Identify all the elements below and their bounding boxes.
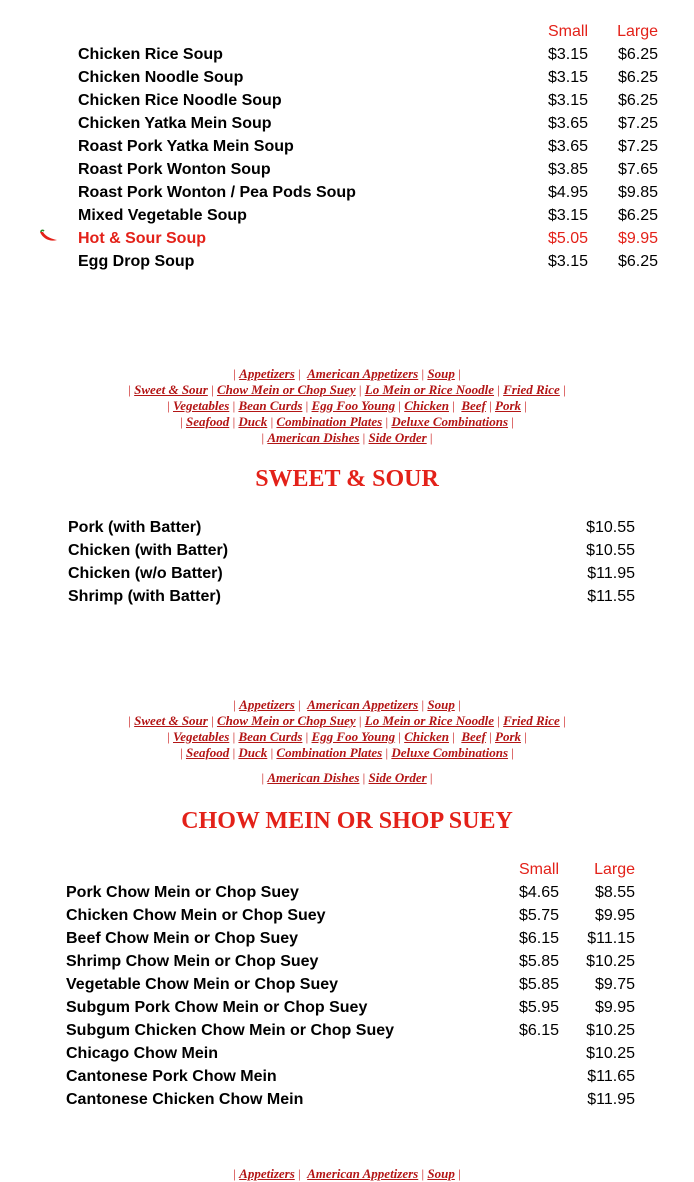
large-price: $6.25: [617, 68, 658, 86]
menu-item-row: [38, 66, 658, 89]
chow-mein-header-row: [66, 858, 635, 881]
menu-item-row: [68, 562, 635, 585]
menu-item-price: $11.55: [587, 587, 635, 605]
nav-link-chicken[interactable]: Chicken: [404, 398, 449, 413]
menu-item-name: Subgum Pork Chow Mein or Chop Suey: [66, 998, 368, 1016]
section-title-chow-mein: CHOW MEIN OR SHOP SUEY: [181, 808, 513, 834]
small-price: $4.95: [547, 183, 588, 201]
nav-link-sweet-sour[interactable]: Sweet & Sour: [134, 382, 208, 397]
menu-item-row: [66, 973, 635, 996]
menu-item-name: Pork Chow Mein or Chop Suey: [66, 883, 299, 901]
nav-link-bean-curds[interactable]: Bean Curds: [238, 398, 303, 413]
large-price: $10.25: [586, 1044, 635, 1062]
nav-link-lo-mein[interactable]: Lo Mein or Rice Noodle: [364, 713, 495, 728]
nav-link-seafood[interactable]: Seafood: [185, 745, 230, 760]
large-price: $9.95: [617, 229, 658, 247]
nav-link-deluxe-combinations[interactable]: Deluxe Combinations: [391, 414, 509, 429]
menu-item-row: [38, 250, 658, 273]
large-price: $6.25: [617, 91, 658, 109]
small-price: $5.05: [547, 229, 588, 247]
large-price: $9.85: [617, 183, 658, 201]
nav-link-side-order[interactable]: Side Order: [368, 770, 427, 785]
large-price: $7.25: [617, 137, 658, 155]
nav-link-combination-plates[interactable]: Combination Plates: [276, 414, 383, 429]
nav-link-egg-foo-young[interactable]: Egg Foo Young: [311, 398, 396, 413]
nav-link-beef[interactable]: Beef: [461, 398, 486, 413]
menu-item-name: Chicken (with Batter): [68, 541, 229, 559]
small-price: $6.15: [518, 929, 559, 947]
nav-link-soup[interactable]: Soup: [427, 366, 455, 381]
nav-link-egg-foo-young[interactable]: Egg Foo Young: [311, 729, 396, 744]
nav-link-american-appetizers[interactable]: American Appetizers: [307, 1166, 419, 1181]
soup-menu-table: [38, 20, 658, 273]
menu-item-name: Egg Drop Soup: [78, 252, 195, 270]
menu-item-name: Chicken Rice Soup: [78, 45, 223, 63]
menu-item-name: Roast Pork Wonton / Pea Pods Soup: [78, 183, 356, 201]
nav-link-chicken[interactable]: Chicken: [404, 729, 449, 744]
menu-item-name: Cantonese Pork Chow Mein: [66, 1067, 277, 1085]
chow-mein-menu-table: [66, 858, 635, 1111]
small-price: $5.85: [518, 952, 559, 970]
menu-item-name: Shrimp Chow Mein or Chop Suey: [66, 952, 319, 970]
nav-link-vegetables[interactable]: Vegetables: [173, 398, 230, 413]
menu-item-row: [66, 1088, 635, 1111]
soup-header-row: [38, 20, 658, 43]
large-price: $11.15: [587, 929, 635, 947]
large-price: $6.25: [617, 252, 658, 270]
menu-item-name: Roast Pork Wonton Soup: [78, 160, 271, 178]
menu-item-name: Mixed Vegetable Soup: [78, 206, 247, 224]
nav-link-vegetables[interactable]: Vegetables: [173, 729, 230, 744]
menu-item-name: Chicken Noodle Soup: [78, 68, 244, 86]
nav-link-deluxe-combinations[interactable]: Deluxe Combinations: [391, 745, 509, 760]
nav-link-sweet-sour[interactable]: Sweet & Sour: [134, 713, 208, 728]
small-price: $3.15: [547, 206, 588, 224]
large-price: $8.55: [594, 883, 635, 901]
nav-link-chow-mein[interactable]: Chow Mein or Chop Suey: [216, 382, 356, 397]
menu-item-row: [38, 181, 658, 204]
small-price: $4.65: [518, 883, 559, 901]
menu-item-name: Cantonese Chicken Chow Mein: [66, 1090, 304, 1108]
small-price: $3.85: [547, 160, 588, 178]
category-nav: | Appetizers | American Appetizers | Soup |: [233, 1166, 461, 1181]
nav-link-american-dishes[interactable]: American Dishes: [267, 770, 360, 785]
menu-item-name: Subgum Chicken Chow Mein or Chop Suey: [66, 1021, 395, 1039]
sweet-sour-menu-table: [68, 516, 635, 608]
small-size-header: Small: [547, 22, 588, 40]
menu-item-row: [38, 43, 658, 66]
large-price: $9.75: [594, 975, 635, 993]
small-price: [486, 1042, 559, 1065]
nav-link-duck[interactable]: Duck: [238, 745, 268, 760]
menu-item-row: [68, 585, 635, 608]
nav-link-side-order[interactable]: Side Order: [368, 430, 427, 445]
large-price: $10.25: [586, 952, 635, 970]
nav-link-appetizers[interactable]: Appetizers: [239, 697, 295, 712]
menu-item-row: [66, 927, 635, 950]
menu-item-row: [68, 516, 635, 539]
large-size-header: Large: [617, 22, 658, 40]
menu-item-price: $10.55: [586, 518, 635, 536]
nav-link-duck[interactable]: Duck: [238, 414, 268, 429]
nav-link-fried-rice[interactable]: Fried Rice: [503, 382, 560, 397]
menu-item-row: [66, 1042, 635, 1065]
menu-item-name: Hot & Sour Soup: [78, 229, 206, 247]
category-nav: | Appetizers | American Appetizers | Soup | | Sweet & Sour | Chow Mein or Chop Suey | Lo Mein or Rice Noodle | Fried Rice | | Vegetables | Bean Curds | Egg Foo Young | Chicken | Beef | Pork | | Seafood | Duck | Combination Plates | Deluxe Combinations | | American Dishes | Side Order |: [128, 366, 566, 445]
small-price: $5.75: [518, 906, 559, 924]
large-price: $10.25: [586, 1021, 635, 1039]
menu-item-row: [66, 996, 635, 1019]
large-price: $6.25: [617, 45, 658, 63]
nav-link-fried-rice[interactable]: Fried Rice: [503, 713, 560, 728]
menu-item-price: $11.95: [587, 564, 635, 582]
menu-item-row: [66, 904, 635, 927]
small-price: $3.15: [547, 68, 588, 86]
nav-link-lo-mein[interactable]: Lo Mein or Rice Noodle: [364, 382, 495, 397]
menu-item-row: [38, 89, 658, 112]
menu-item-name: Chicken Yatka Mein Soup: [78, 114, 272, 132]
small-price: $5.95: [518, 998, 559, 1016]
menu-item-name: Pork (with Batter): [68, 518, 202, 536]
nav-link-chow-mein[interactable]: Chow Mein or Chop Suey: [216, 713, 356, 728]
menu-item-row: [66, 881, 635, 904]
menu-item-row: [66, 1019, 635, 1042]
nav-link-american-appetizers[interactable]: American Appetizers: [307, 366, 419, 381]
nav-link-appetizers[interactable]: Appetizers: [239, 366, 295, 381]
large-price: $11.65: [587, 1067, 635, 1085]
small-price: $6.15: [518, 1021, 559, 1039]
small-price: [486, 1065, 559, 1088]
chili-pepper-icon: [38, 229, 60, 243]
menu-item-row: [38, 204, 658, 227]
nav-link-pork[interactable]: Pork: [495, 729, 521, 744]
nav-link-pork[interactable]: Pork: [495, 398, 521, 413]
menu-item-name: Beef Chow Mein or Chop Suey: [66, 929, 299, 947]
nav-link-american-appetizers[interactable]: American Appetizers: [307, 697, 419, 712]
menu-item-name: Shrimp (with Batter): [68, 587, 221, 605]
small-price: [486, 1088, 559, 1111]
nav-link-combination-plates[interactable]: Combination Plates: [276, 745, 383, 760]
section-title-sweet-sour: SWEET & SOUR: [255, 466, 439, 492]
menu-item-row: [68, 539, 635, 562]
small-price: $3.15: [547, 252, 588, 270]
small-size-header: Small: [518, 860, 559, 878]
large-price: $7.65: [617, 160, 658, 178]
menu-item-name: Chicago Chow Mein: [66, 1044, 218, 1062]
menu-item-row-spicy: [38, 227, 658, 250]
large-price: $9.95: [594, 998, 635, 1016]
menu-item-price: $10.55: [586, 541, 635, 559]
small-price: $3.15: [547, 45, 588, 63]
category-nav: | Appetizers | American Appetizers | Soup | | Sweet & Sour | Chow Mein or Chop Suey | Lo Mein or Rice Noodle | Fried Rice | | Vegetables | Bean Curds | Egg Foo Young | Chicken | Beef | Pork | | Seafood | Duck | Combination Plates | Deluxe Combinations | | American Dishes | Side Order |: [128, 697, 566, 785]
large-size-header: Large: [594, 860, 635, 878]
menu-item-name: Chicken Rice Noodle Soup: [78, 91, 282, 109]
nav-link-soup[interactable]: Soup: [427, 1166, 455, 1181]
small-price: $5.85: [518, 975, 559, 993]
nav-link-bean-curds[interactable]: Bean Curds: [238, 729, 303, 744]
menu-item-row: [38, 112, 658, 135]
nav-link-appetizers[interactable]: Appetizers: [239, 1166, 295, 1181]
nav-link-seafood[interactable]: Seafood: [185, 414, 230, 429]
menu-item-row: [38, 158, 658, 181]
menu-item-row: [38, 135, 658, 158]
large-price: $7.25: [617, 114, 658, 132]
small-price: $3.65: [547, 114, 588, 132]
menu-item-row: [66, 1065, 635, 1088]
large-price: $9.95: [594, 906, 635, 924]
nav-link-american-dishes[interactable]: American Dishes: [267, 430, 360, 445]
menu-item-name: Chicken (w/o Batter): [68, 564, 223, 582]
menu-item-name: Chicken Chow Mein or Chop Suey: [66, 906, 326, 924]
small-price: $3.65: [547, 137, 588, 155]
menu-item-row: [66, 950, 635, 973]
nav-link-beef[interactable]: Beef: [461, 729, 486, 744]
menu-item-name: Vegetable Chow Mein or Chop Suey: [66, 975, 339, 993]
large-price: $6.25: [617, 206, 658, 224]
menu-item-name: Roast Pork Yatka Mein Soup: [78, 137, 294, 155]
small-price: $3.15: [547, 91, 588, 109]
nav-link-soup[interactable]: Soup: [427, 697, 455, 712]
large-price: $11.95: [587, 1090, 635, 1108]
